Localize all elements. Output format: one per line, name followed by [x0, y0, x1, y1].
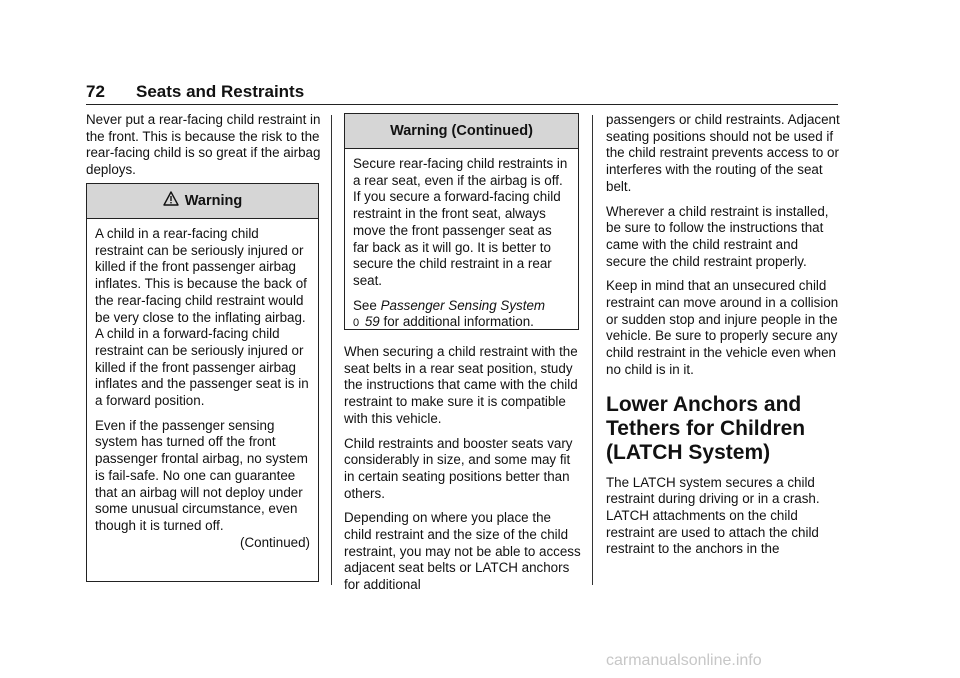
warning-continued-header: [345, 114, 578, 149]
see-label: See: [353, 297, 377, 313]
page-number: 72: [86, 82, 105, 101]
watermark: carmanualsonline.info: [606, 652, 762, 669]
warning-triangle-icon: [163, 191, 179, 211]
page-reference[interactable]: 59: [364, 314, 380, 330]
warning-continued-title: Warning (Continued): [390, 122, 533, 139]
body-paragraph: The LATCH system secures a child restraint during driving or in a crash. LATCH attachments on the child restraint are used to attach the child restraint to the anchors in the: [606, 474, 820, 557]
page-ref-arrow-icon: 0: [353, 317, 360, 330]
reference-line: [353, 298, 570, 332]
body-paragraph: Child restraints and booster seats vary considerably in size, and some may fit in certain seating positions better than others.: [344, 435, 573, 501]
intro-paragraph: Never put a rear-facing child restraint in the front. This is because the risk to the rear-facing child is so great if the airbag deploys.: [86, 112, 321, 178]
column-divider-2: [592, 115, 593, 585]
warning-box: [86, 183, 319, 582]
body-paragraph: Depending on where you place the child restraint and the size of the child restraint, you may not be able to access adjacent seat belts or LATCH anchors for additional: [344, 510, 581, 593]
page-header: [86, 82, 838, 104]
warning-title: Warning: [184, 192, 243, 209]
column-1: [86, 112, 322, 187]
warning-continued-body: [345, 149, 578, 338]
warning-paragraph: Even if the passenger sensing system has turned off the front passenger frontal airbag, no system is fail-safe. No one can guarantee that an airbag will not deploy under some unusual circumstance, even though it is turned off.: [95, 417, 308, 533]
column-3: [606, 112, 840, 566]
body-paragraph: Wherever a child restraint is installed, be sure to follow the instructions that came with the child restraint and secure the child restraint properly.: [606, 203, 829, 269]
warning-paragraph: A child in a rear-facing child restraint can be seriously injured or killed if the front passenger airbag inflates. This is because the back of the rear-facing child restraint would be very close to the inflating airbag. A child in a forward-facing child restraint can be seriously injured or killed if the front passenger airbag inflates and the passenger seat is in a forward position.: [95, 226, 309, 409]
warning-header: [87, 184, 318, 219]
body-paragraph: passengers or child restraints. Adjacent seating positions should not be used if the child restraint prevents access to or interferes with the routing of the seat belt.: [606, 112, 840, 194]
continued-label: (Continued): [240, 534, 310, 550]
body-paragraph: When securing a child restraint with the seat belts in a rear seat position, study the instructions that came with the child restraint to make sure it is compatible with this vehicle.: [344, 344, 578, 426]
warning-body: [87, 219, 318, 557]
column-2: [344, 344, 582, 602]
warning-continued-box: [344, 113, 579, 330]
body-paragraph: Keep in mind that an unsecured child restraint can move around in a collision or sudden stop and injure people in the vehicle. Be sure to properly secure any child restraint in the vehicle even when no child is in it.: [606, 278, 839, 377]
section-heading: Lower Anchors and Tethers for Children (LATCH System): [606, 392, 806, 464]
header-rule: [86, 104, 838, 105]
reference-tail: for additional information.: [383, 314, 534, 330]
column-divider-1: [331, 115, 332, 585]
reference-link[interactable]: Passenger Sensing System: [380, 297, 546, 313]
warning-paragraph: Secure rear-facing child restraints in a rear seat, even if the airbag is off. If you secure a forward-facing child restraint in the front seat, always move the front passenger seat as far back as it will go. It is better to secure the child restraint in a rear seat.: [353, 156, 568, 288]
section-title: Seats and Restraints: [136, 82, 305, 101]
